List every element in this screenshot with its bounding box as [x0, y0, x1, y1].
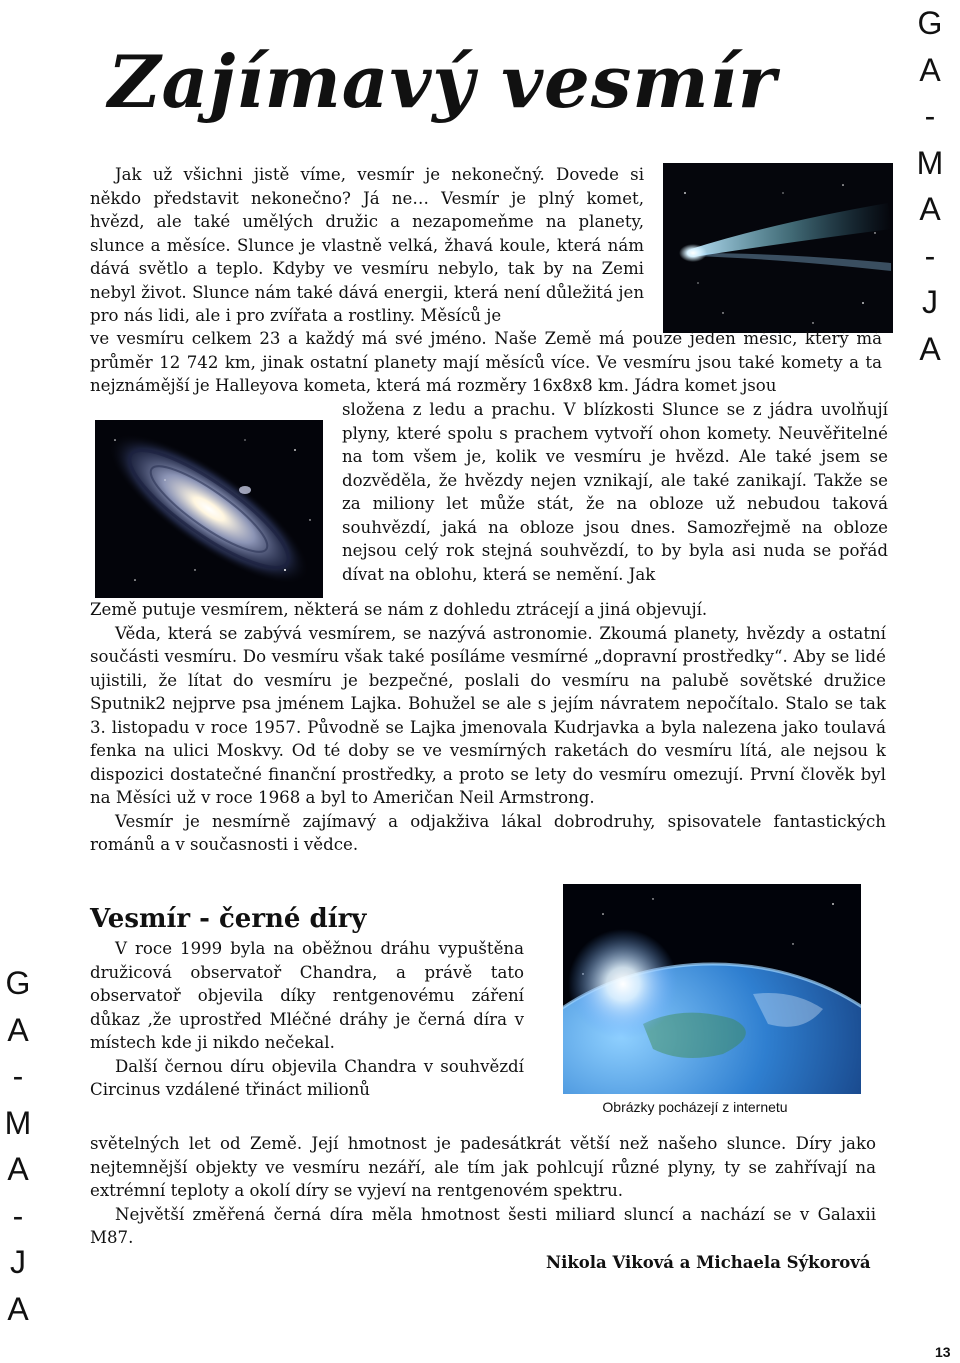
page-number: 13: [935, 1344, 951, 1360]
astronomy-paragraph: Věda, která se zabývá vesmírem, se nazývá astronomie. Zkoumá planety, hvězdy a ostatní součásti vesmíru. Do vesmíru však také posíláme vesmírné „dopravní prostředky“. Aby se lidé ujistili, že lítat do vesmíru je bezpečné, poslali do vesmíru na palubě sovětské družice Sputnik2 nejprve psa jménem Lajka. Bohužel se ale s jejím návratem nepočítalo. Stalo se tak 3. listopadu v roce 1957. Původně se Lajka jmenovala Kudrjavka a byla nalezena jako toulavá fenka na ulici Moskvy. Od té doby se ve vesmírných raketách do vesmíru lítá, ale nejsou k dispozici dostatečné finanční prostředky, a proto se lety do vesmíru omezují. První člověk byl na Měsíci už v roce 1968 a byl to Američan Neil Armstrong.: [90, 623, 886, 807]
main-body: [90, 598, 886, 857]
earth-image: [563, 884, 861, 1094]
side-right-letter: A: [919, 51, 941, 88]
side-left-letter: -: [12, 1058, 24, 1094]
side-letters-left: [0, 960, 38, 1332]
intro-text-top: Jak už všichni jistě víme, vesmír je nekonečný. Dovede si někdo představit nekonečno? Já ne… Vesmír je plný komet, hvězd, ale také umělých družic a nezapomeňme na planety, slunce a měsíce. Slunce je vlastně velká, žhavá koule, která nám dává světlo a teplo. Kdyby ve vesmíru nebylo, tak by na Zemi nebyl život. Slunce nám také dává energii, která není důležitá jen pro nás lidi, ale i pro zvířata a rostliny. Měsíců je: [90, 165, 644, 325]
intro-text-wide: ve vesmíru celkem 23 a každý má své jméno. Naše Země má pouze jeden měsíc, který má průměr 12 742 km, jinak ostatní planety mají měsíců více. Ve vesmíru jsou také komety a ta nejznámější je Halleyova kometa, která má rozměry 16x8x8 km. Jádra komet jsou: [90, 329, 882, 395]
side-right-letter: G: [917, 5, 943, 41]
side-right-letter: J: [922, 284, 938, 320]
intro-text-end: Země putuje vesmírem, některá se nám z dohledu ztrácejí a jiná objevují.: [90, 600, 708, 619]
conclusion-paragraph: Vesmír je nesmírně zajímavý a odjakživa lákal dobrodruhy, spisovatele fantastických románů a v současnosti i vědce.: [90, 811, 886, 854]
intro-text-right: složena z ledu a prachu. V blízkosti Slunce se z jádra uvolňují plyny, které spolu s prachem vytvoří ohon komety. Neuvěřitelné na tom všem je, kolik ve vesmíru je hvězd. Ale také jsem se dozvěděla, že hvězdy nejen vznikají, ale také zanikají. Takže se za miliony let může stát, že na obloze už nebudou taková souhvězdí, jaká na obloze jsou dnes. Samozřejmě na obloze nejsou celý rok stejná souhvězdí, to by byla asi nuda se pořád dívat na oblohu, která se nemění. Jak: [342, 400, 888, 584]
black-holes-text-2-start: Další černou díru objevila Chandra v souhvězdí Circinus vzdálené třináct milionů: [90, 1056, 524, 1099]
side-left-letter: J: [10, 1244, 26, 1280]
side-left-letter: A: [7, 1151, 29, 1187]
comet-image: [663, 163, 893, 333]
black-holes-paragraph-wide: [90, 1132, 876, 1250]
side-right-letter: M: [916, 144, 944, 181]
black-holes-text-1: V roce 1999 byla na oběžnou dráhu vypuštěna družicová observatoř Chandra, a právě tato observatoř objevila díky rentgenovému záření důkaz ,že uprostřed Mléčné dráhy je černá díra v místech kde ji nikdo nečekal.: [90, 939, 524, 1052]
side-right-letter: -: [924, 237, 936, 274]
side-letters-right: [910, 0, 950, 372]
side-left-letter: M: [4, 1104, 32, 1141]
black-holes-text-2-end: světelných let od Země. Její hmotnost je padesátkrát větší než našeho slunce. Díry jako nejtemnější objekty ve vesmíru nezáří, ale tím jak pohlcují různé plyny, ty se zahřívají na extrémní teploty a okolí díry se vyjeví na rentgenovém spektru.: [90, 1134, 876, 1200]
image-credit-caption: Obrázky pocházejí z internetu: [530, 1094, 860, 1120]
side-left-letter: A: [7, 1011, 29, 1048]
side-right-letter: A: [919, 330, 941, 367]
page-title: Zajímavý vesmír: [108, 39, 777, 124]
authors-signature: Nikola Viková a Michaela Sýkorová: [546, 1253, 871, 1272]
intro-paragraph-right: [342, 398, 888, 586]
galaxy-image: [95, 420, 323, 598]
black-holes-paragraph-left: [90, 937, 524, 1102]
section-title-black-holes: Vesmír - černé díry: [90, 904, 367, 934]
side-right-letter: A: [919, 191, 941, 227]
side-left-letter: A: [7, 1290, 29, 1327]
intro-paragraph-top: [90, 163, 644, 328]
intro-paragraph-wide: [90, 327, 882, 398]
black-holes-text-3: Největší změřená černá díra měla hmotnost šesti miliard sluncí a nachází se v Galaxii M87.: [90, 1204, 876, 1247]
side-left-letter: -: [12, 1197, 24, 1234]
side-left-letter: G: [5, 965, 31, 1001]
side-right-letter: -: [924, 98, 936, 134]
